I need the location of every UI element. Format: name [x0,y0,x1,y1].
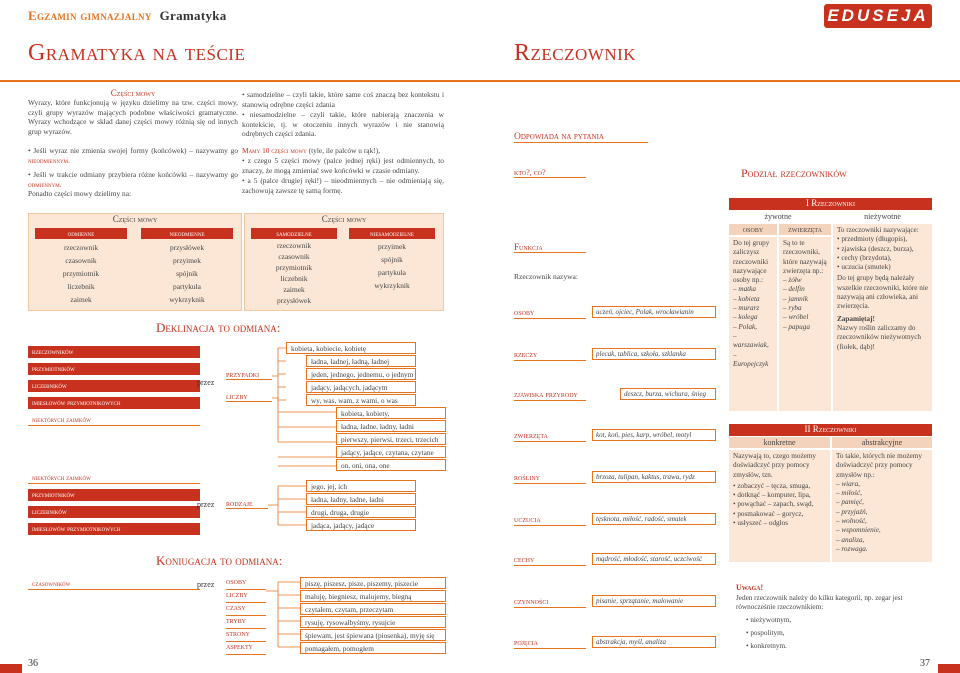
funkcja-label-4: rośliny [514,472,586,484]
bullet-niesamodzielne: • niesamodzielne – czyli takie, które nabierają znaczenia w kontekście, tj. w otoczeniu innych wyrazów i nie stanowią odrębnych części zdania. [242,110,444,139]
konkList-item: • posmakować – gorycz, [733,509,804,518]
i-rzeczowniki-header: I Rzeczowniki [729,198,932,210]
absList-item: – wolność, [836,517,867,526]
exam-label: Egzamin gimnazjalny [28,8,152,23]
funkcja-example-2: deszcz, burza, wichura, śnieg [620,388,716,400]
koniugacja-ex-3: rysuję, rysowałbyśmy, rysujcie [300,616,446,628]
absList-item: – wspomnienie, [836,526,881,535]
liczby-label: liczby [226,392,272,402]
page-number-left: 36 [28,658,38,669]
box2-samodzielne-list: rzeczownik czasownik przymiotnik liczebnik zaimek przysłówek [275,241,313,305]
funkcja-label-7: czynności [514,596,586,608]
przypadki-ex-4: wy, was, wam, z wami, o was [306,394,416,406]
przypadki-ex-2: jeden, jednego, jednemu, o jednym [306,368,416,380]
uwaga-text: Jeden rzeczownik należy do kilku kategorii, np. zegar jest równocześnie rzeczownikiem: [736,594,903,611]
box1-header-nieodmienne: nieodmienne [141,228,233,239]
box1-odmienne-list: rzeczownik czasownik przymiotnik liczebnik zaimek [62,243,100,304]
box2-header-samodzielne: samodzielne [251,228,337,239]
box2-header-niesamodzielne: niesamodzielne [349,228,435,239]
uwList-item: • nieżywotnym, [746,616,792,624]
page-title-right: Rzeczownik [514,40,637,66]
funkcja-example-7: pisanie, sprzątanie, malowanie [592,595,716,607]
osobyList-item: – Europejczyk [733,350,769,368]
ponadto-text: Ponadto części mowy dzielimy na: [28,189,132,198]
funkcja-label-0: osoby [514,307,586,319]
liczby-ex-3: jadący, jadące, czytana, czytane [336,446,446,458]
niezList-item: • uczucia (smutek) [837,263,891,272]
koniugacja-ex-2: czytałem, czytam, przeczytam [300,603,446,615]
zwierzeta-subheader: zwierzęta [779,224,831,235]
osobyList-item: – kolega [733,313,758,322]
grp2-item-3: imiesłowów przymiotnikowych [28,523,200,535]
absList-item: – pamięć, [836,498,864,507]
funkcja-example-1: plecak, tablica, szkoła, szklanka [592,348,716,360]
rodzaje-ex-3: jadąca, jadący, jadące [306,519,416,531]
ii-rzeczowniki-header: II Rzeczowniki [729,424,932,436]
deklinacja-heading: Deklinacja to odmiana: [156,320,281,335]
funkcja-label-2: zjawiska przyrody [514,389,586,401]
grp3-item-0: czasowników [28,578,200,590]
niezywotne-label: nieżywotne [864,212,901,221]
zywotne-label: żywotne [764,212,792,221]
osoby-box: Do tej grupy zaliczysz rzeczowniki nazywające osoby np.: – matka – kobieta – murarz – kolega – Polak, – warszawiak, – Europejczyk [729,237,777,411]
konkretne-subheader: konkretne [729,437,830,448]
uwaga-list [746,614,926,653]
osobyList-item: – matka [733,285,756,294]
niezywotne-box: To rzeczowniki nazywające: • przedmioty (długopis), • zjawiska (deszcz, burza), • cechy (brzydota), • uczucia (smutek) Do tej grupy będą należały wszelkie rzeczowniki, które nie nazywają ani człowieka, ani zwierzęcia. Zapamiętaj! Nazwy roślin zaliczamy do rzeczowników nieżywotnych (fiołek, dąb)! [833,224,932,411]
funkcja-example-0: uczeń, ojciec, Polak, wrocławianin [592,306,716,318]
zwList-item: – ryba [783,304,802,313]
koniugacja-heading: Koniugacja to odmiana: [156,553,283,568]
funkcja-label-3: zwierzęta [514,430,586,442]
koniugacja-ex-5: pomagałem, pomogłem [300,642,446,654]
konkList-item: • dotknąć – komputer, lipa, [733,491,811,500]
funkcja-example-4: brzoza, tulipan, kaktus, trawa, rydz [592,471,716,483]
liczby-ex-0: kobieta, kobiety, [336,407,446,419]
eduseja-logo: EDUSEJA [824,4,932,28]
grp1-item-4: niektórych zaimków [28,414,200,426]
funkcja-example-8: abstrakcja, myśl, analiza [592,636,716,648]
absList-item: – wiara, [836,479,860,488]
box1-title: Części mowy [29,214,241,225]
osobyList-item: – murarz [733,304,760,313]
nazywa-label: Rzeczownik nazywa: [514,272,578,281]
konkList-item: • zobaczyć – tęcza, smuga, [733,481,811,490]
rodzaje-ex-0: jego, jej, ich [306,480,416,492]
osoby-subheader: osoby [729,224,777,235]
grp2-item-2: liczebników [28,506,200,518]
rodzaje-ex-1: ładna, ładny, ładne, ładni [306,493,416,505]
funkcja-example-3: kot, koń, pies, karp, wróbel, motyl [592,429,716,441]
funkcja-example-5: tęsknota, miłość, radość, smutek [592,513,716,525]
grp1-item-0: rzeczowników [28,346,200,358]
absList-item: – miłość, [836,489,862,498]
box1-header-odmienne: odmienne [35,228,127,239]
liczby-ex-1: ładna, ładne, ładny, ładni [336,420,446,432]
zwList-item: – żółw [783,276,802,285]
absList-item: – analiza, [836,535,865,544]
box1-nieodmienne-list: przysłówek przyimek spójnik partykuła wykrzyknik [169,243,205,304]
funkcja-example-6: mądrość, młodość, starość, uczciwość [592,553,716,565]
kto-co-label: kto?, co? [514,168,586,178]
bullet-nieodmienny: • Jeśli wyraz nie zmienia swojej formy (końcówek) – nazywamy go nieodmiennym. [28,146,238,165]
page-corner-left [0,664,22,673]
konkList-item: • powąchać – zapach, swąd, [733,500,814,509]
osobyList-item: – kobieta [733,294,760,303]
page-number-right: 37 [920,658,930,669]
konkretne-box: Nazywają to, czego możemy doświadczyć przy pomocy zmysłów, tzn. • zobaczyć – tęcza, smuga, • dotknąć – komputer, lipa, • powąchać – zapach, swąd, • posmakować – gorycz, • usłyszeć – odgłos [729,450,830,562]
uwList-item: • konkretnym. [746,642,787,650]
abstrakcyjne-subheader: abstrakcyjne [832,437,932,448]
page-title-left: Gramatyka na teście [28,40,246,66]
niezList-item: • przedmioty (długopis), [837,235,908,244]
grp1-item-2: liczebników [28,380,200,392]
odpowiada-heading: Odpowiada na pytania [514,132,648,143]
grp1-item-3: imiesłowów przymiotnikowych [28,397,200,409]
zwList-item: – delfin [783,285,805,294]
przypadki-ex-3: jadący, jadących, jadącym [306,381,416,393]
funkcja-label-6: cechy [514,554,586,566]
page-corner-right [938,664,960,673]
funkcja-label-8: pojęcia [514,637,586,649]
niezList-item: • zjawiska (deszcz, burza), [837,244,914,253]
przypadki-label: przypadki [226,370,272,380]
osobyList-item: – Polak, [733,322,757,331]
rodzaje-label: rodzaje [226,499,268,509]
niezList-item: • cechy (brzydota), [837,253,892,262]
funkcja-label-5: uczucia [514,514,586,526]
bullet-odmienny: • Jeśli w trakcie odmiany przybiera różne końcówki – nazywamy go odmiennym. [28,170,238,189]
podzial-heading: Podział rzeczowników [741,166,847,180]
koniugacja-labels: osoby liczby czasy tryby strony aspekty [226,577,266,655]
mamy-10-text: Mamy 10 części mowy (tyle, ile palców u rąk!), [242,146,381,155]
grp2-item-1: przymiotników [28,489,200,501]
box2-niesamodzielne-list: przyimek spójnik partykuła wykrzyknik [374,242,410,290]
czesci-mowy-heading: Części mowy [110,88,156,98]
liczby-ex-2: pierwszy, pierwsi, trzeci, trzecich [336,433,446,445]
zwierzeta-box: Są to te rzeczowniki, które nazywają zwierzęta np.: – żółw – delfin – jamnik – ryba – wróbel – papuga [779,237,831,411]
przez-label-1: przez [197,378,215,387]
zwList-item: – jamnik [783,294,808,303]
koniugacja-ex-4: śpiewam, jest śpiewana (piosenka), myję się [300,629,446,641]
bullet-5-odmiennych: • z czego 5 części mowy (palce jednej ręki) jest odmiennych, to znaczy, że mogą zmieniać swe końcówki w czasie odmiany. [242,156,444,175]
liczby-ex-4: on, oni, ona, one [336,459,446,471]
przypadki-ex-1: ładna, ładnej, ładną, ładnej [306,355,416,367]
grp2-item-0: niektórych zaimków [28,472,200,484]
czesci-mowy-paragraph: Wyrazy, które funkcjonują w języku dzielimy na tzw. części mowy, czyli grupy wyrazów mających podobne właściwości gramatyczne. Wyrazy wchodzące w skład danej części mowy różnią się od innych grup wyrazów. [28,98,238,136]
zwList-item: – wróbel [783,313,809,322]
funkcja-label-1: rzeczy [514,349,586,361]
przypadki-ex-0: kobieta, kobiecie, kobietę [286,342,416,354]
koniugacja-ex-1: maluję, biegniesz, malujemy, biegną [300,590,446,602]
funkcja-heading: Funkcja [514,242,586,253]
konkList-item: • usłyszeć – odgłos [733,519,789,528]
box2-title: Części mowy [245,214,443,225]
subject-label: Gramatyka [159,8,227,23]
grp1-item-1: przymiotników [28,363,200,375]
koniugacja-ex-0: piszę, piszesz, pisze, piszemy, piszecie [300,577,446,589]
uwList-item: • pospolitym, [746,629,785,637]
rodzaje-ex-2: drugi, druga, drugie [306,506,416,518]
osobyList-item: – warszawiak, [733,331,769,350]
przez-label-3: przez [197,580,215,589]
zwList-item: – papuga [783,322,810,331]
abstrakcyjne-box: To takie, których nie możemy doświadczyć przy pomocy zmysłów np.: – wiara, – miłość, – pamięć, – przyjaźń, – wolność, – wspomnienie, – analiza, – rozwaga. [832,450,932,562]
uwaga-heading: Uwaga! [736,583,764,592]
przez-label-2: przez [197,500,215,509]
absList-item: – przyjaźń, [836,507,868,516]
bullet-5-nieodmiennych: • a 5 (palce drugiej ręki!) – nieodmiennych – nie odmieniają się, zachowują zawsze tę samą formę. [242,176,444,195]
bullet-samodzielne: • samodzielne – czyli takie, które same coś znaczą bez kontekstu i stanowią odrębne części zdania [242,90,444,109]
absList-item: – rozwaga. [836,544,868,553]
